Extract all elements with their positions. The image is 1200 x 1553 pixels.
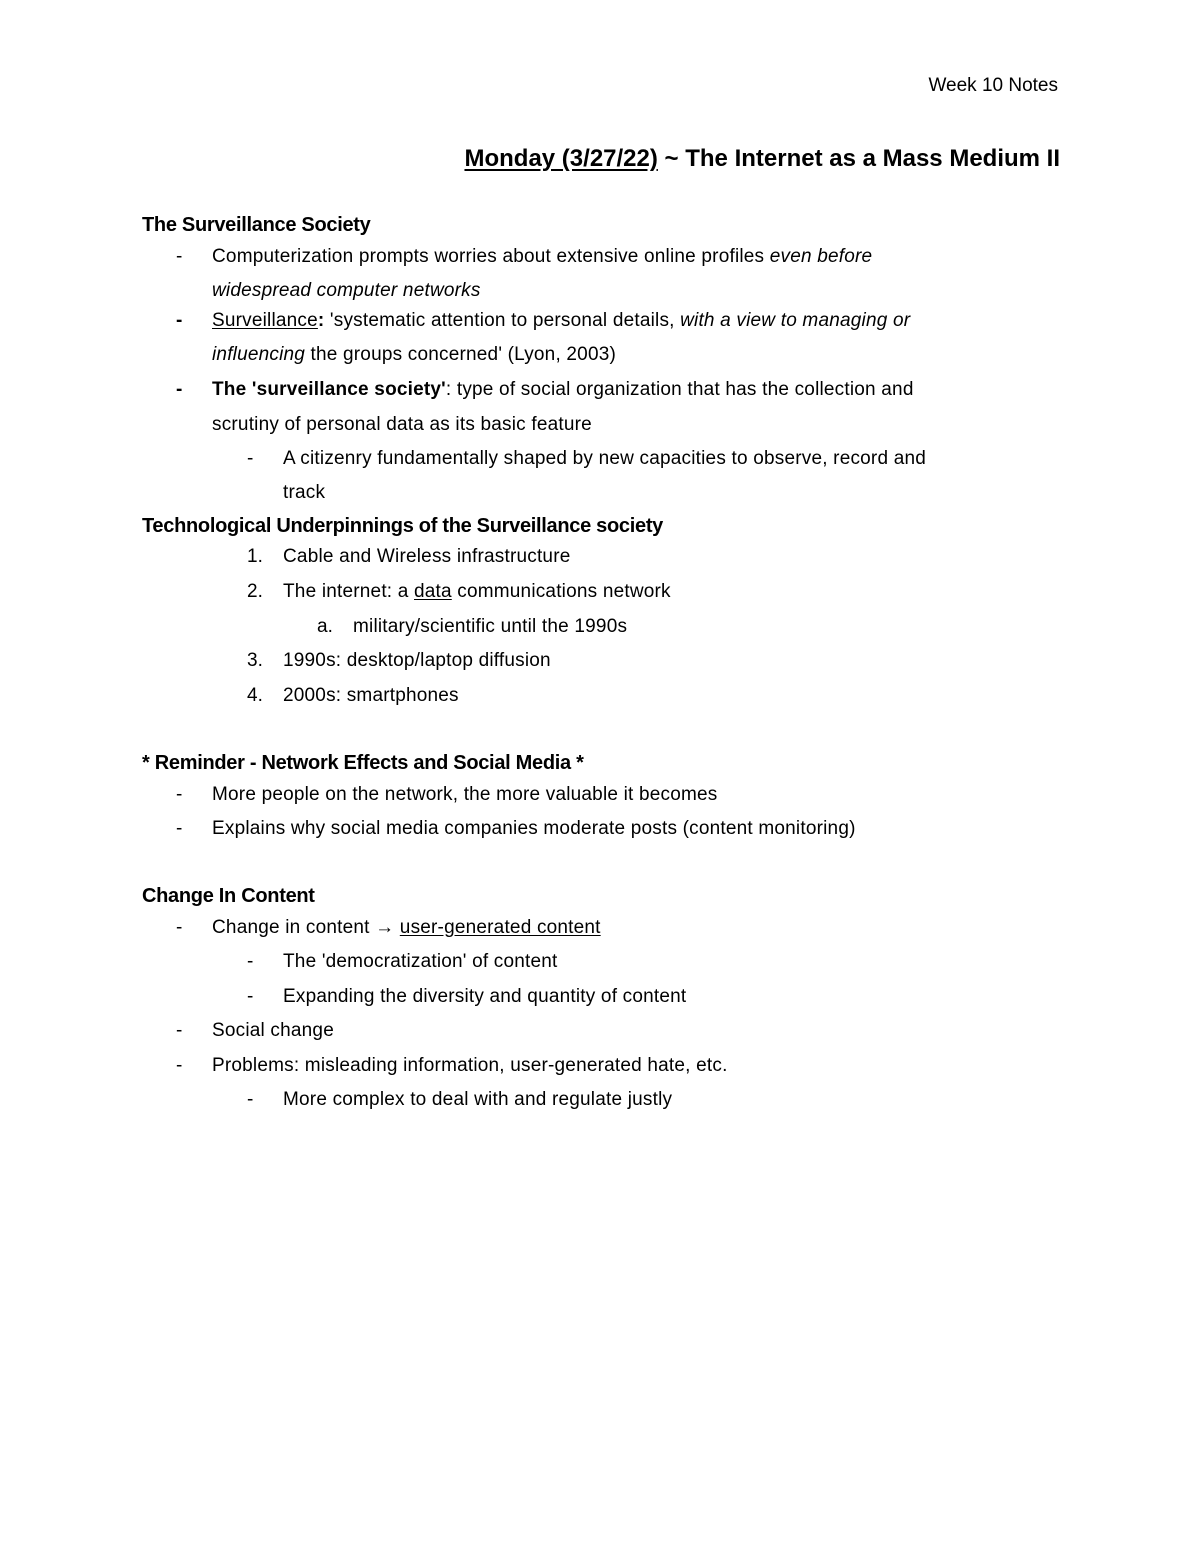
list-item: Explains why social media companies moderate posts (content monitoring): [212, 818, 856, 839]
heading-surveillance-society: The Surveillance Society: [142, 214, 371, 236]
page-header-label: Week 10 Notes: [928, 75, 1058, 96]
sub-bullet-marker: -: [247, 1089, 254, 1110]
bullet-marker: -: [176, 1055, 183, 1076]
heading-reminder: * Reminder - Network Effects and Social Media *: [142, 752, 584, 774]
list-item-continuation: scrutiny of personal data as its basic feature: [212, 414, 592, 435]
list-item-italic: with a view to managing or: [680, 310, 911, 331]
sub-bullet-marker: -: [247, 951, 254, 972]
list-item: [212, 916, 601, 940]
numbered-marker: 2.: [247, 581, 263, 602]
sub-list-item: The 'democratization' of content: [283, 951, 558, 972]
list-item: More people on the network, the more valuable it becomes: [212, 784, 718, 805]
term-user-generated-content: user-generated content: [399, 917, 601, 938]
numbered-item: Cable and Wireless infrastructure: [283, 546, 571, 567]
bullet-marker: -: [176, 784, 183, 805]
list-item-text: the groups concerned' (Lyon, 2003): [305, 344, 617, 365]
title-date: Monday (3/27/22): [464, 145, 658, 172]
numbered-item: 1990s: desktop/laptop diffusion: [283, 650, 551, 671]
term-surveillance: Surveillance: [212, 310, 318, 331]
list-item-continuation: [212, 343, 616, 367]
numbered-marker: 3.: [247, 650, 263, 671]
page-title: [464, 144, 1060, 174]
numbered-item-text: communications network: [451, 581, 671, 602]
bullet-marker: -: [176, 818, 183, 839]
list-item-text: Computerization prompts worries about extensive online profiles: [212, 246, 770, 267]
heading-change-in-content: Change In Content: [142, 885, 315, 907]
numbered-marker: 4.: [247, 685, 263, 706]
bullet-marker: -: [176, 310, 183, 331]
bullet-marker: -: [176, 917, 183, 938]
sub-list-item: More complex to deal with and regulate justly: [283, 1089, 673, 1110]
bullet-marker: -: [176, 379, 183, 400]
sub-list-item: A citizenry fundamentally shaped by new capacities to observe, record and: [283, 448, 927, 469]
heading-technological-underpinnings: Technological Underpinnings of the Surveillance society: [142, 515, 664, 537]
sub-bullet-marker: -: [247, 448, 254, 469]
sub-list-item-continuation: track: [283, 482, 326, 503]
list-item: [212, 378, 914, 402]
sub-bullet-marker: -: [247, 986, 254, 1007]
list-item-text: 'systematic attention to personal details,: [324, 310, 681, 331]
bullet-marker: -: [176, 246, 183, 267]
list-item: Social change: [212, 1020, 334, 1041]
list-item: [212, 309, 910, 333]
numbered-item: 2000s: smartphones: [283, 685, 459, 706]
numbered-item-text: The internet: a: [283, 581, 414, 602]
term-data: data: [414, 581, 452, 602]
term-surveillance-society: The 'surveillance society': [212, 379, 446, 400]
term-colon: :: [317, 310, 325, 331]
list-item: Problems: misleading information, user-generated hate, etc.: [212, 1055, 728, 1076]
list-item-text: Change in content →: [212, 917, 400, 938]
numbered-item: [283, 580, 671, 604]
list-item-italic: influencing: [212, 344, 306, 365]
sub-list-item: Expanding the diversity and quantity of content: [283, 986, 687, 1007]
numbered-marker: 1.: [247, 546, 263, 567]
list-item-continuation: widespread computer networks: [212, 280, 481, 301]
title-rest: ~ The Internet as a Mass Medium II: [657, 145, 1060, 172]
list-item: [212, 245, 872, 269]
list-item-text: : type of social organization that has the collection and: [445, 379, 914, 400]
lettered-item: military/scientific until the 1990s: [353, 616, 628, 637]
bullet-marker: -: [176, 1020, 183, 1041]
lettered-marker: a.: [317, 616, 333, 637]
list-item-italic: even before: [769, 246, 873, 267]
